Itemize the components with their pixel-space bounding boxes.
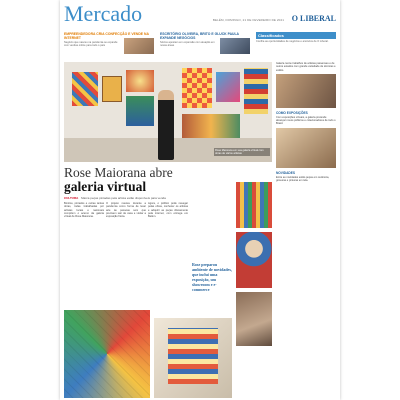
teaser-text: Negócio que nasceu na pandemia se expande com vendas online para todo o país bbox=[64, 41, 118, 48]
body-column-3 bbox=[148, 202, 188, 218]
person-rose-maiorana bbox=[158, 90, 174, 160]
sidebar-photo bbox=[276, 128, 336, 168]
kicker-label: CULTURA bbox=[64, 196, 79, 200]
sidebar-text: Com exposições virtuais, a galeria pretende alcançar novos públicos e colecionadores de todo o Brasil. bbox=[276, 115, 336, 126]
sidebar-text: Galeria reúne trabalhos de artistas paraenses e de outros estados com grande variedade de técnicas e estilos. bbox=[276, 62, 336, 72]
teaser-title: ESCRITÓRIO OLIVEIRA, BRITO E GLUCK PAULA EXPANDE NEGÓCIOS bbox=[160, 32, 239, 40]
headline-line2: galeria virtual bbox=[64, 179, 147, 194]
teaser-title: EMPREENDEDORA CRIA CONFECÇÃO E VENDE NA INTERNET bbox=[64, 32, 149, 40]
sculpture-photo bbox=[236, 232, 272, 288]
gallery-photo bbox=[236, 292, 272, 346]
classificados-title: Classificados bbox=[256, 32, 336, 39]
artwork-photo-framed bbox=[154, 318, 232, 398]
top-teaser-strip bbox=[64, 32, 336, 56]
artwork bbox=[126, 70, 154, 92]
artwork-frame bbox=[168, 328, 218, 384]
main-photo bbox=[64, 62, 272, 162]
classificados-box[interactable] bbox=[256, 32, 336, 56]
teaser-text: Sócios apostam em expansão com atuação em novas áreas bbox=[160, 41, 215, 48]
sidebar-photo bbox=[276, 74, 336, 108]
date-line: BELÉM, DOMINGO, 21 DE FEVEREIRO DE 2021 bbox=[212, 18, 284, 22]
body-column-2 bbox=[106, 202, 146, 218]
teaser-image bbox=[220, 38, 250, 54]
teaser-image bbox=[124, 38, 154, 54]
section-title: Mercado bbox=[64, 1, 143, 26]
sidebar-heading: NOVIDADES bbox=[276, 170, 295, 175]
headline-line1: Rose Maiorana abre bbox=[64, 165, 173, 180]
body-text: O projeto nasceu durante a pandemia como forma de levar arte às pessoas sem que precisem sair de casa e visitar a exposição física. bbox=[106, 202, 146, 219]
body-column-1 bbox=[64, 202, 104, 218]
kicker-text: Marca peças pintadas pela artista estão disponíveis para venda bbox=[81, 196, 166, 200]
teaser-escritorio[interactable] bbox=[160, 32, 252, 56]
sidebar-heading: COMO EXPOSIÇÕES bbox=[276, 110, 308, 115]
pull-quote: Rose preparou ambiente de novidades, que incluí uma exposição, um showroom e e-commerce bbox=[192, 262, 232, 292]
photo-caption: Rose Maiorana em sua galeria virtual com obras de vários artistas bbox=[214, 148, 270, 156]
artwork bbox=[102, 76, 122, 102]
body-text: Bonitos, pintados e outras tantas obras, todas trabalhadas por artistas locais e nacionais compõem o acervo da galeria virtual de Rose Maiorana. bbox=[64, 202, 104, 219]
artwork bbox=[182, 68, 212, 108]
artwork-photo-large bbox=[64, 310, 150, 398]
paper-logo: O LIBERAL bbox=[291, 14, 336, 23]
body-text: Agora, o público pode navegar pelas obras, conhecer os artistas e adquirir as peças diretamente pela internet, com entrega em Belém. bbox=[148, 202, 188, 219]
classificados-text: Confira as oportunidades de negócios e anúncios de O Liberal. bbox=[256, 40, 329, 43]
artwork bbox=[72, 72, 98, 106]
newspaper-page bbox=[60, 0, 340, 400]
artwork bbox=[244, 68, 268, 114]
sidebar bbox=[276, 62, 336, 396]
masthead bbox=[64, 2, 336, 32]
artwork bbox=[182, 114, 240, 138]
headline bbox=[64, 166, 224, 194]
artwork bbox=[216, 72, 240, 102]
artwork-photo bbox=[236, 182, 272, 228]
teaser-confeccao[interactable] bbox=[64, 32, 156, 56]
artwork bbox=[126, 96, 154, 126]
sidebar-text: Entre as novidades estão peças em cerâmica, gravuras e pinturas em tela. bbox=[276, 175, 330, 183]
